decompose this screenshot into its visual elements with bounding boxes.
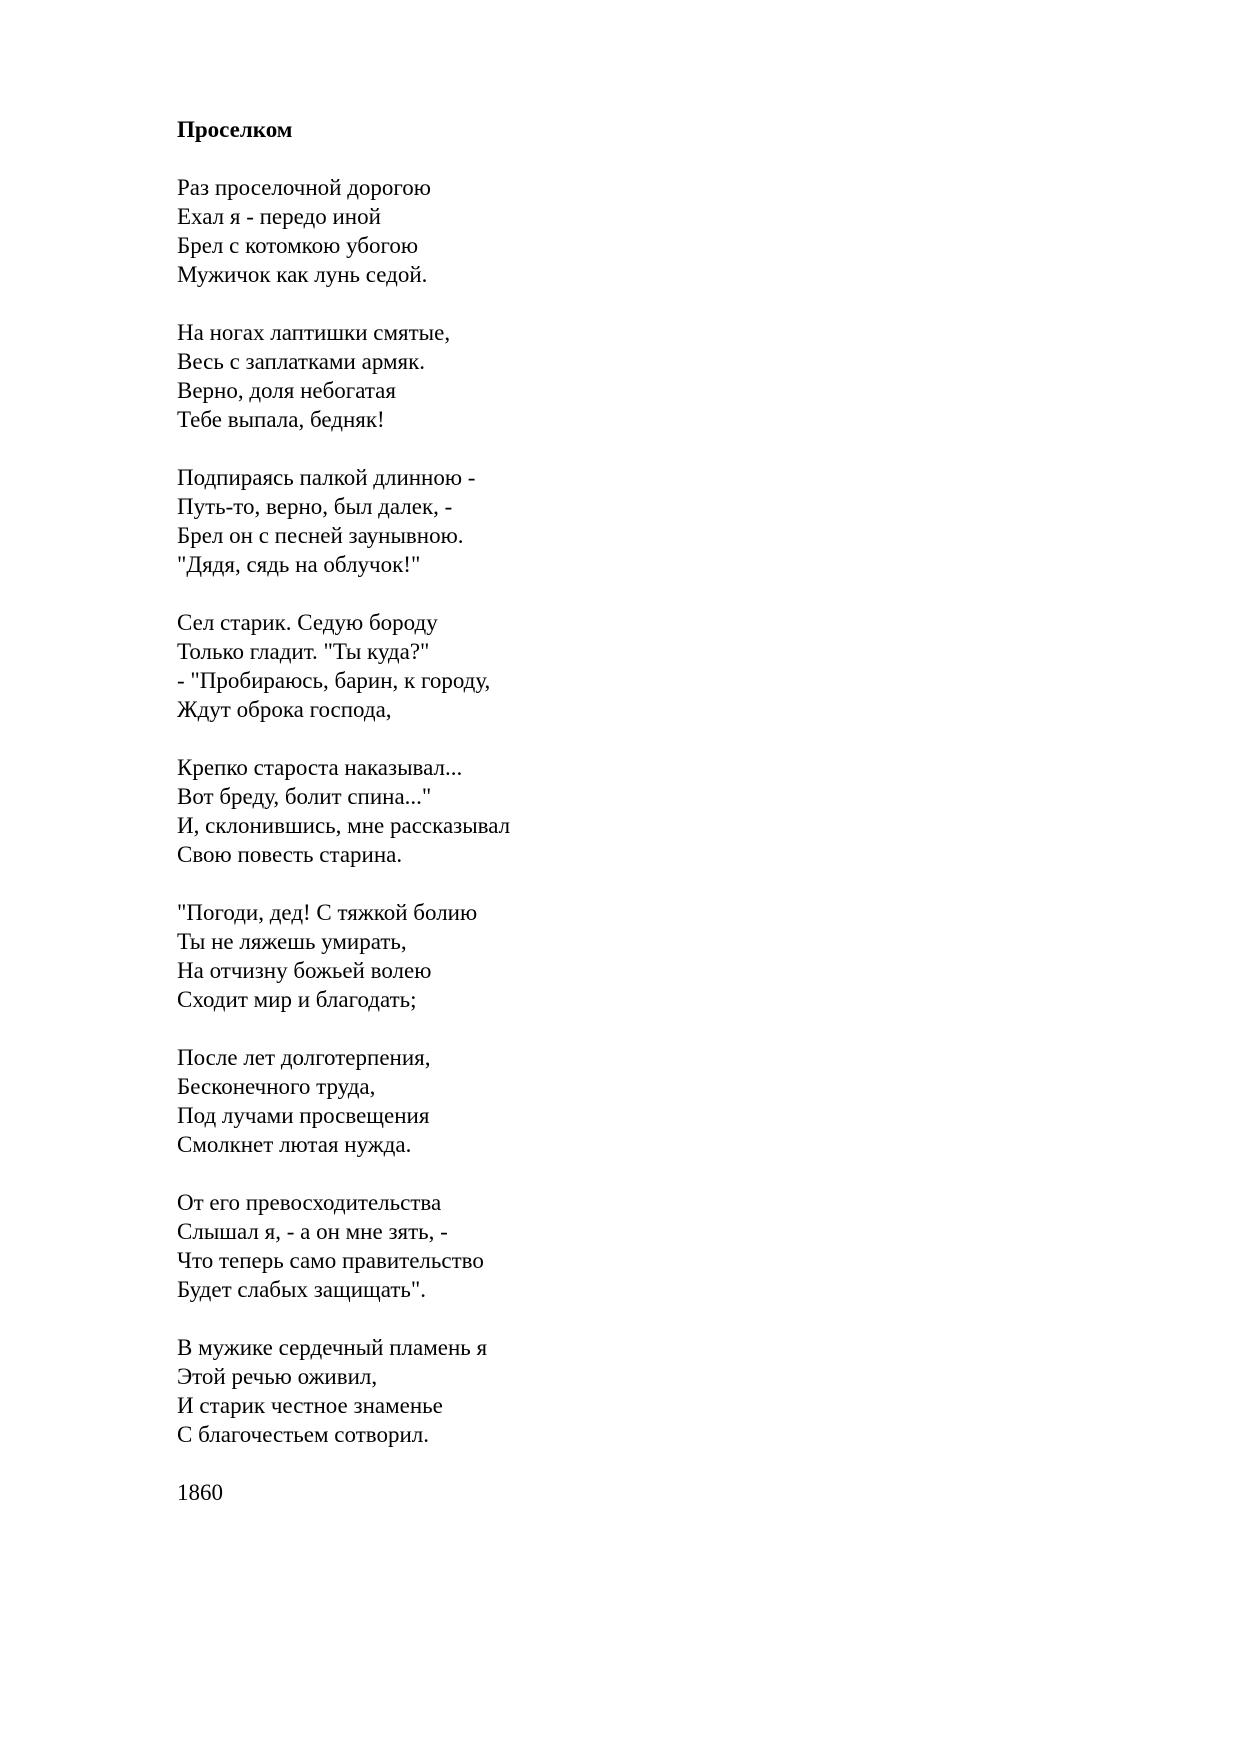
poem-line: Крепко староста наказывал...	[177, 755, 463, 780]
poem-body	[177, 173, 1077, 1449]
poem-line: Слышал я, - а он мне зять, -	[177, 1219, 448, 1244]
poem-line: Под лучами просвещения	[177, 1103, 430, 1128]
poem-line: Тебе выпала, бедняк!	[177, 407, 385, 432]
stanza	[177, 608, 1077, 724]
poem-line: Брел он с песней заунывною.	[177, 523, 464, 548]
poem-title: Проселком	[177, 117, 293, 142]
poem-line: "Погоди, дед! С тяжкой болию	[177, 900, 478, 925]
stanza	[177, 173, 1077, 289]
poem-line: - "Пробираюсь, барин, к городу,	[177, 668, 491, 693]
poem-line: Подпираясь палкой длинною -	[177, 465, 476, 490]
stanza	[177, 463, 1077, 579]
poem-line: После лет долготерпения,	[177, 1045, 431, 1070]
poem-line: Будет слабых защищать".	[177, 1277, 427, 1302]
poem	[177, 115, 1077, 1507]
poem-line: "Дядя, сядь на облучок!"	[177, 552, 421, 577]
poem-line: И, склонившись, мне рассказывал	[177, 813, 511, 838]
stanza	[177, 898, 1077, 1014]
poem-line: В мужике сердечный пламень я	[177, 1335, 488, 1360]
poem-line: Что теперь само правительство	[177, 1248, 484, 1273]
poem-line: Весь с заплатками армяк.	[177, 349, 426, 374]
poem-line: Ты не ляжешь умирать,	[177, 929, 407, 954]
poem-line: На ногах лаптишки смятые,	[177, 320, 451, 345]
poem-line: Ехал я - передо иной	[177, 204, 381, 229]
poem-line: Вот бреду, болит спина..."	[177, 784, 432, 809]
poem-line: Брел с котомкою убогою	[177, 233, 419, 258]
poem-line: Только гладит. "Ты куда?"	[177, 639, 430, 664]
poem-line: Раз проселочной дорогою	[177, 175, 431, 200]
poem-line: На отчизну божьей волею	[177, 958, 432, 983]
poem-line: От его превосходительства	[177, 1190, 442, 1215]
stanza	[177, 1188, 1077, 1304]
poem-line: И старик честное знаменье	[177, 1393, 443, 1418]
poem-line: Этой речью оживил,	[177, 1364, 378, 1389]
poem-line: Мужичок как лунь седой.	[177, 262, 428, 287]
stanza	[177, 1043, 1077, 1159]
poem-line: Бесконечного труда,	[177, 1074, 376, 1099]
poem-line: Верно, доля небогатая	[177, 378, 396, 403]
poem-date: 1860	[177, 1480, 223, 1505]
poem-line: Путь-то, верно, был далек, -	[177, 494, 453, 519]
stanza	[177, 1333, 1077, 1449]
poem-line: Смолкнет лютая нужда.	[177, 1132, 412, 1157]
poem-line: Ждут оброка господа,	[177, 697, 392, 722]
poem-line: Сходит мир и благодать;	[177, 987, 417, 1012]
poem-line: Сел старик. Седую бороду	[177, 610, 438, 635]
stanza	[177, 318, 1077, 434]
stanza	[177, 753, 1077, 869]
poem-line: С благочестьем сотворил.	[177, 1422, 429, 1447]
poem-line: Свою повесть старина.	[177, 842, 403, 867]
